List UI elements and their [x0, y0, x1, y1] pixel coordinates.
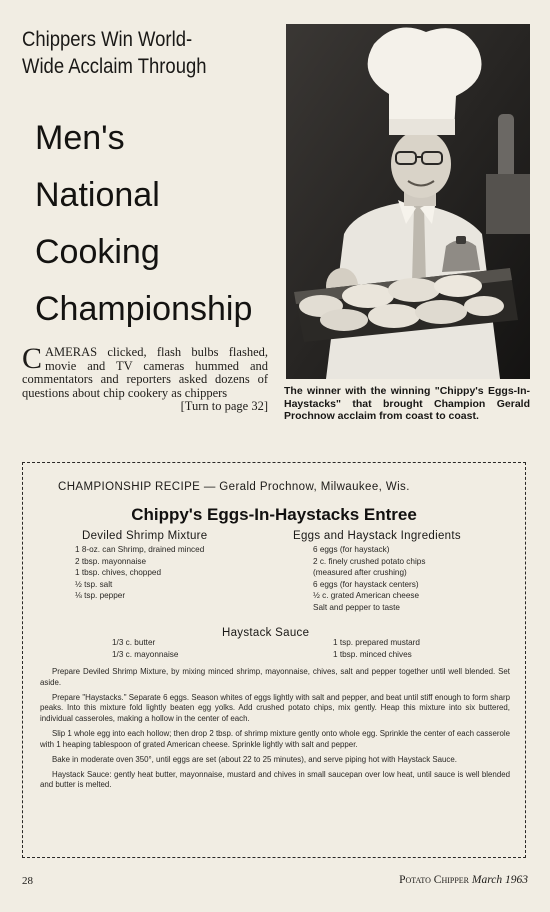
ingredient-item: (measured after crushing) — [313, 568, 407, 578]
ingredient-item: ⅛ tsp. pepper — [75, 591, 126, 601]
ingredient-item: 1/3 c. mayonnaise — [112, 649, 179, 659]
ingredient-item: 6 eggs (for haystack) — [313, 545, 390, 554]
ingredient-item: 1/3 c. butter — [112, 638, 156, 647]
headline-line: Championship — [35, 290, 253, 328]
instruction-paragraph: Prepare Deviled Shrimp Mixture, by mixing minced shrimp, mayonnaise, chives, salt and pepper together until well blended. Set aside. — [40, 667, 510, 687]
drop-cap: C — [22, 342, 43, 375]
ingredient-item: 6 eggs (for haystack centers) — [313, 579, 419, 589]
headline-line: Cooking — [35, 233, 160, 271]
intro-paragraph — [22, 342, 268, 414]
headline-line: Men's — [35, 119, 125, 157]
sauce-ingredients-left — [112, 637, 292, 660]
recipe-header: CHAMPIONSHIP RECIPE — Gerald Prochnow, Milwaukee, Wis. — [58, 481, 410, 493]
shrimp-mixture-list — [75, 544, 275, 602]
intro-text: AMERAS clicked, flash bulbs flashed, movie and TV cameras hummed and commentators and reporters asked dozens of questions about chip cookery as chippers — [22, 345, 268, 400]
recipe-title: Chippy's Eggs-In-Haystacks Entree — [131, 505, 417, 524]
instruction-paragraph: Bake in moderate oven 350°, until eggs are set (about 22 to 25 minutes), and serve piping hot with Haystack Sauce. — [52, 754, 457, 764]
page-number: 28 — [22, 875, 33, 887]
ingredient-item: 1 tbsp. minced chives — [333, 649, 412, 659]
instruction-paragraph: Prepare "Haystacks." Separate 6 eggs. Season whites of eggs lightly with salt and pepper, and beat until stiff enough to form sharp peaks. Into this mixture fold lightly beaten egg yolks. Add crushed potato chips, mix gently. Heap this mixture into six buttered, individual casseroles, making a hollow in the center of each. — [40, 692, 510, 723]
chef-photo-illustration — [286, 24, 530, 379]
headline-line: National — [35, 176, 160, 214]
kicker-line: Chippers Win World- — [22, 28, 193, 51]
issue-date: March 1963 — [471, 874, 528, 886]
headline-kicker — [22, 26, 273, 80]
photo-caption: The winner with the winning "Chippy's Eggs-In-Haystacks" that brought Champion Gerald Prochnow acclaim from coast to coast. — [284, 385, 530, 422]
recipe-instructions — [40, 667, 510, 795]
ingredient-item: Salt and pepper to taste — [313, 602, 400, 612]
ingredient-item: 2 tbsp. mayonnaise — [75, 556, 147, 566]
ingredient-item: 2 c. finely crushed potato chips — [313, 556, 426, 566]
shrimp-mixture-heading: Deviled Shrimp Mixture — [82, 530, 208, 542]
chef-photo — [286, 24, 530, 379]
haystack-sauce-heading: Haystack Sauce — [222, 627, 310, 639]
magazine-name: Potato Chipper — [399, 874, 470, 886]
kicker-line: Wide Acclaim Through — [22, 55, 207, 78]
ingredient-item: 1 tbsp. chives, chopped — [75, 568, 162, 578]
ingredient-item: ½ c. grated American cheese — [313, 591, 420, 601]
haystack-ingredients-heading: Eggs and Haystack Ingredients — [293, 530, 461, 542]
publication-footer — [330, 874, 528, 886]
ingredient-item: ½ tsp. salt — [75, 579, 113, 589]
ingredient-item: 1 tsp. prepared mustard — [333, 638, 420, 647]
haystack-ingredients-list — [313, 544, 513, 614]
headline-title — [35, 110, 275, 338]
instruction-paragraph: Haystack Sauce: gently heat butter, mayonnaise, mustard and chives in small saucepan over low heat, until sauce is well blended and butter is melted. — [40, 769, 510, 790]
continuation-reference: [Turn to page 32] — [180, 399, 268, 413]
ingredient-item: 1 8-oz. can Shrimp, drained minced — [75, 545, 205, 554]
sauce-ingredients-right — [333, 637, 513, 660]
instruction-paragraph: Slip 1 whole egg into each hollow; then drop 2 tbsp. of shrimp mixture gently onto whole egg. Sprinkle the center of each casserole with 1 heaping tablespoon of grated American cheese. Sprinkle lightly with salt and pepper. — [40, 728, 510, 749]
